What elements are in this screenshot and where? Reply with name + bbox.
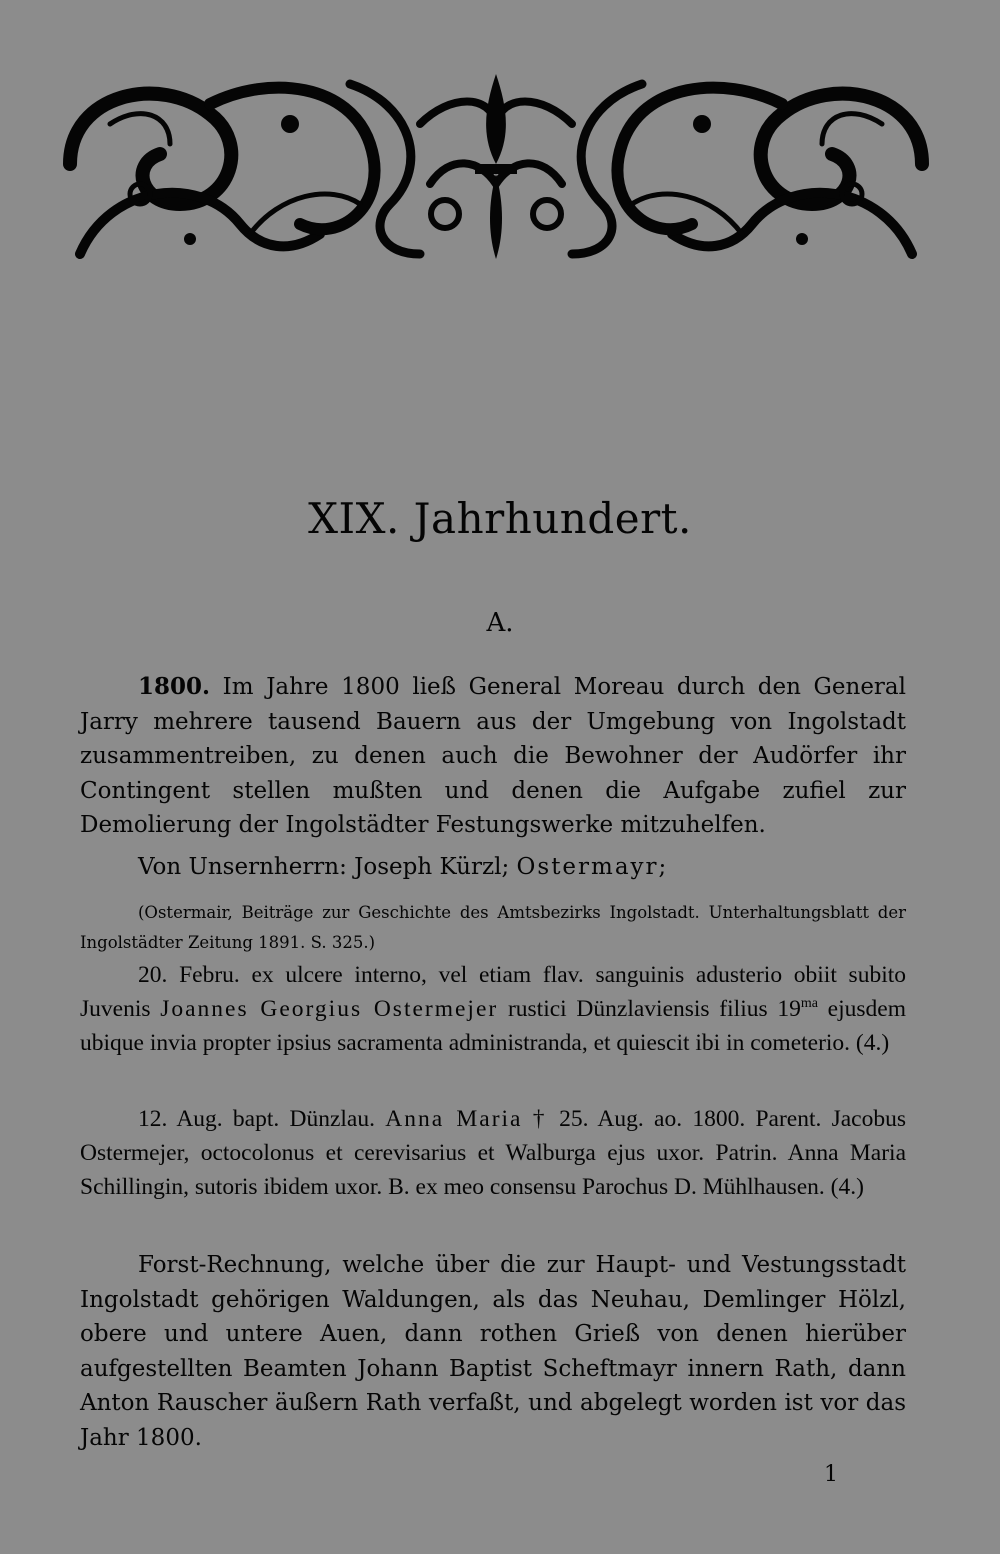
- record-aug-part2: † 25. Aug. ao. 1800. Parent. Jacobus Ostermejer, octocolonus et cerevisarius et Walburga ejus uxor. Patrin. Anna Maria Schillingin, sutoris ibidem uxor. B. ex meo consensu Parochus D. Mühlhausen. (4.): [80, 1106, 907, 1201]
- record-febru: [80, 958, 906, 1061]
- unsernherrn-name: Ostermayr;: [516, 854, 669, 880]
- unsernherrn-lead: Von Unsernherrn: Joseph Kürzl;: [138, 854, 517, 880]
- page-title: XIX. Jahrhundert.: [308, 494, 692, 543]
- record-febru-name: Joannes Georgius Ostermejer: [160, 996, 499, 1023]
- section-letter: A.: [486, 608, 514, 638]
- record-aug: [80, 1102, 906, 1205]
- record-febru-part3: ejusdem ubique invia propter ipsius sacramenta administranda, et quiescit ibi in cometerio. (4.): [80, 996, 906, 1057]
- record-aug-name: Anna Maria: [385, 1106, 523, 1132]
- paragraph-1800-text: Im Jahre 1800 ließ General Moreau durch den General Jarry mehrere tausend Bauern aus der Umgebung von Ingolstadt zusammentreiben, zu denen auch die Bewohner der Audörfer ihr Contingent stellen mußten und denen die Aufgabe zufiel zur Demolierung der Ingolstädter Festungswerke mitzuhelfen.: [80, 674, 906, 838]
- paragraph-1800: [80, 670, 906, 878]
- record-febru-part2: rustici Dünzlaviensis filius 19: [498, 996, 801, 1023]
- paragraph-unsernherrn: [80, 850, 906, 885]
- year-label: 1800.: [138, 673, 211, 700]
- reference-note: (Ostermair, Beiträge zur Geschichte des Amtsbezirks Ingolstadt. Unterhaltungsblatt der Ingolstädter Zeitung 1891. S. 325.): [80, 903, 906, 952]
- record-aug-part1: 12. Aug. bapt. Dünzlau.: [138, 1106, 386, 1132]
- record-febru-part1: 20. Febru. ex ulcere interno, vel etiam flav. sanguinis adusterio obiit subito Juvenis: [80, 962, 906, 1023]
- paragraph-forst-rechnung: Forst-Rechnung, welche über die zur Haupt- und Vestungsstadt Ingolstadt gehörigen Waldungen, als das Neuhau, Demlinger Hölzl, obere und untere Auen, dann rothen Grieß von denen hierüber aufgestellten Beamten Johann Baptist Scheftmayr innern Rath, dann Anton Rauscher äußern Rath verfaßt, und abgelegt worden ist vor das Jahr 1800.: [80, 1252, 906, 1451]
- page-number: 1: [824, 1462, 838, 1487]
- record-febru-sup: ma: [800, 996, 818, 1012]
- decorative-ornament-header: [50, 64, 942, 264]
